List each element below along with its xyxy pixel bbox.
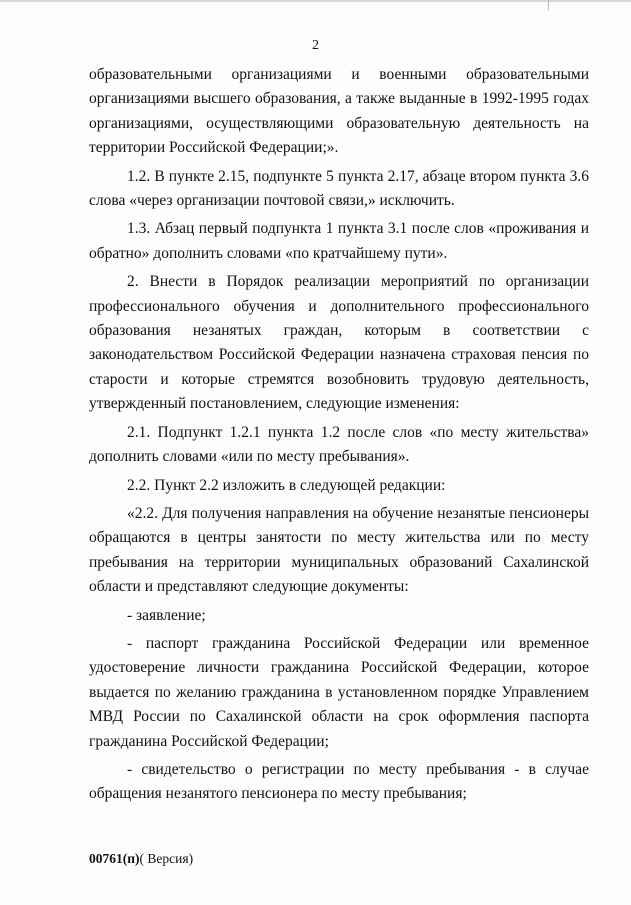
list-item-passport: - паспорт гражданина Российской Федерации или временное удостоверение личности гражданина Российской Федерации, которое выдается по желанию гражданина в установленном порядке Управлением МВД России по Сахалинской области на срок оформления паспорта гражданина Российской Федерации; <box>89 634 589 750</box>
scan-mark <box>548 0 549 10</box>
paragraph-1-3: 1.3. Абзац первый подпункта 1 пункта 3.1 после слов «проживания и обратно» дополнить словами «по кратчайшему пути». <box>89 220 589 262</box>
page-number: 2 <box>312 38 319 53</box>
document-footer <box>89 851 193 867</box>
document-version: ( Версия) <box>139 851 194 866</box>
paragraph-continuation: образовательными организациями и военными образовательными организациями высшего образования, а также выданные в 1992-1995 годах организациями, осуществляющими образовательную деятельность на территории Российской Федерации;». <box>89 66 589 157</box>
list-item-application: - заявление; <box>127 606 206 624</box>
scan-top-edge <box>0 0 631 2</box>
paragraph-2: 2. Внести в Порядок реализации мероприятий по организации профессионального обучения и дополнительного профессионального образования незанятых граждан, которым в соответствии с законодательством Российской Федерации назначена страховая пенсия по старости и которые стремятся возобновить трудовую деятельность, утвержденный постановлением, следующие изменения: <box>89 273 589 413</box>
paragraph-1-2: 1.2. В пункте 2.15, подпункте 5 пункта 2.17, абзаце втором пункта 3.6 слова «через организации почтовой связи,» исключить. <box>89 167 589 210</box>
paragraph-2-2-text: «2.2. Для получения направления на обучение незанятые пенсионеры обращаются в центры занятости по месту жительства или по месту пребывания на территории муниципальных образований Сахалинской области и представляют следующие документы: <box>89 504 589 596</box>
document-body <box>89 63 589 811</box>
paragraph-2-1: 2.1. Подпункт 1.2.1 пункта 1.2 после слов «по месту жительства» дополнить словами «или по месту пребывания». <box>89 423 589 466</box>
document-code: 00761(п) <box>89 851 140 866</box>
paragraph-2-2: 2.2. Пункт 2.2 изложить в следующей редакции: <box>127 476 446 494</box>
list-item-registration: - свидетельство о регистрации по месту пребывания - в случае обращения незанятого пенсионера по месту пребывания; <box>89 760 589 803</box>
